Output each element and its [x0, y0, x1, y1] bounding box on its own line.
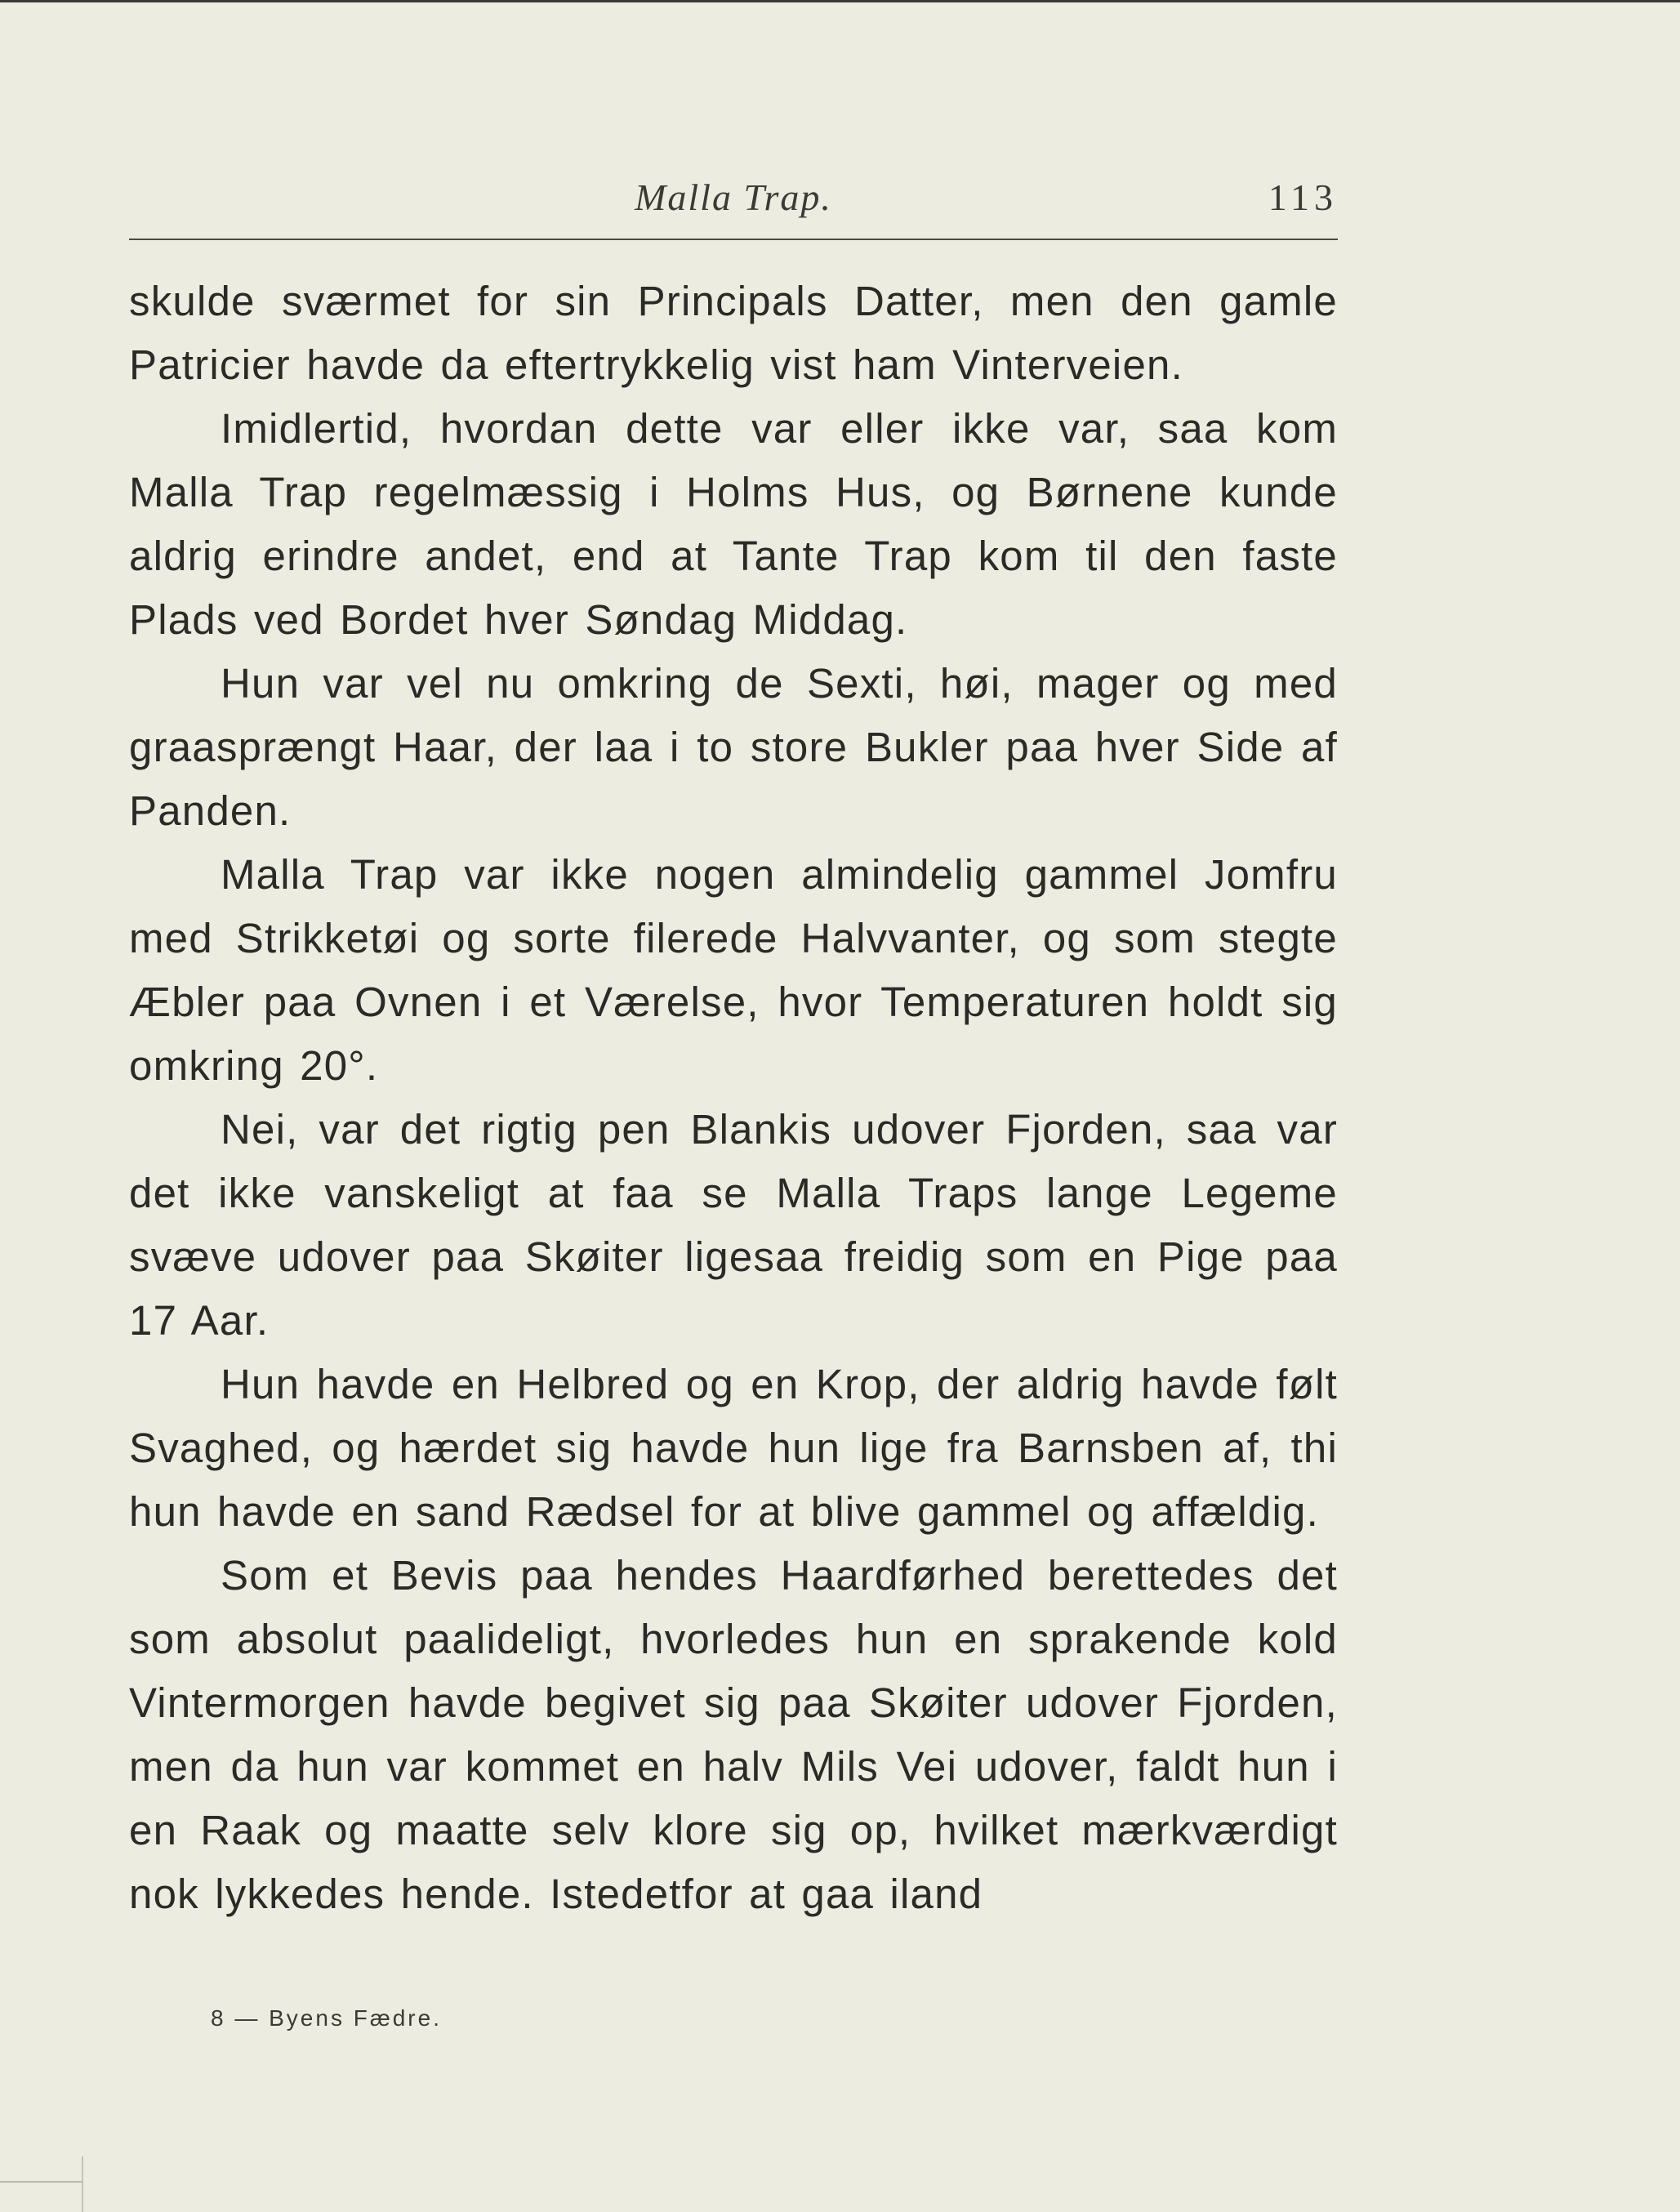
paragraph: skulde sværmet for sin Principals Datter, men den gamle Patricier havde da eftertrykkelig vist ham Vinterveien. [129, 278, 1338, 388]
page-number: 113 [1268, 176, 1338, 218]
running-title: Malla Trap. [635, 176, 832, 218]
paragraph: Hun var vel nu omkring de Sexti, høi, mager og med graasprængt Haar, der laa i to store Bukler paa hver Side af Panden. [129, 660, 1338, 834]
signature-mark: 8 — Byens Fædre. [211, 2005, 442, 2031]
paragraph: Malla Trap var ikke nogen almindelig gammel Jomfru med Strikketøi og sorte filerede Halvvanter, og som stegte Æbler paa Ovnen i et Værelse, hvor Temperaturen holdt sig omkring 20°. [129, 851, 1338, 1089]
page-header [129, 167, 1338, 233]
scan-top-edge [0, 0, 1680, 2]
paragraph: Hun havde en Helbred og en Krop, der aldrig havde følt Svaghed, og hærdet sig havde hun lige fra Barnsben af, thi hun havde en sand Rædsel for at blive gammel og affældig. [129, 1361, 1338, 1535]
body-text [129, 270, 1338, 1926]
header-rule [129, 239, 1338, 240]
scan-corner-mark [0, 2181, 82, 2183]
paragraph: Imidlertid, hvordan dette var eller ikke var, saa kom Malla Trap regelmæssig i Holms Hus, og Børnene kunde aldrig erindre andet, end at Tante Trap kom til den faste Plads ved Bordet hver Søndag Middag. [129, 405, 1338, 643]
paragraph: Som et Bevis paa hendes Haardførhed berettedes det som absolut paalideligt, hvorledes hun en sprakende kold Vintermorgen havde begivet sig paa Skøiter udover Fjorden, men da hun var kommet en halv Mils Vei udover, faldt hun i en Raak og maatte selv klore sig op, hvilket mærkværdigt nok lykkedes hende. Istedetfor at gaa iland [129, 1552, 1338, 1917]
paragraph: Nei, var det rigtig pen Blankis udover Fjorden, saa var det ikke vanskeligt at faa se Malla Traps lange Legeme svæve udover paa Skøiter ligesaa freidig som en Pige paa 17 Aar. [129, 1106, 1338, 1344]
scan-corner-mark-vertical [82, 2156, 83, 2212]
